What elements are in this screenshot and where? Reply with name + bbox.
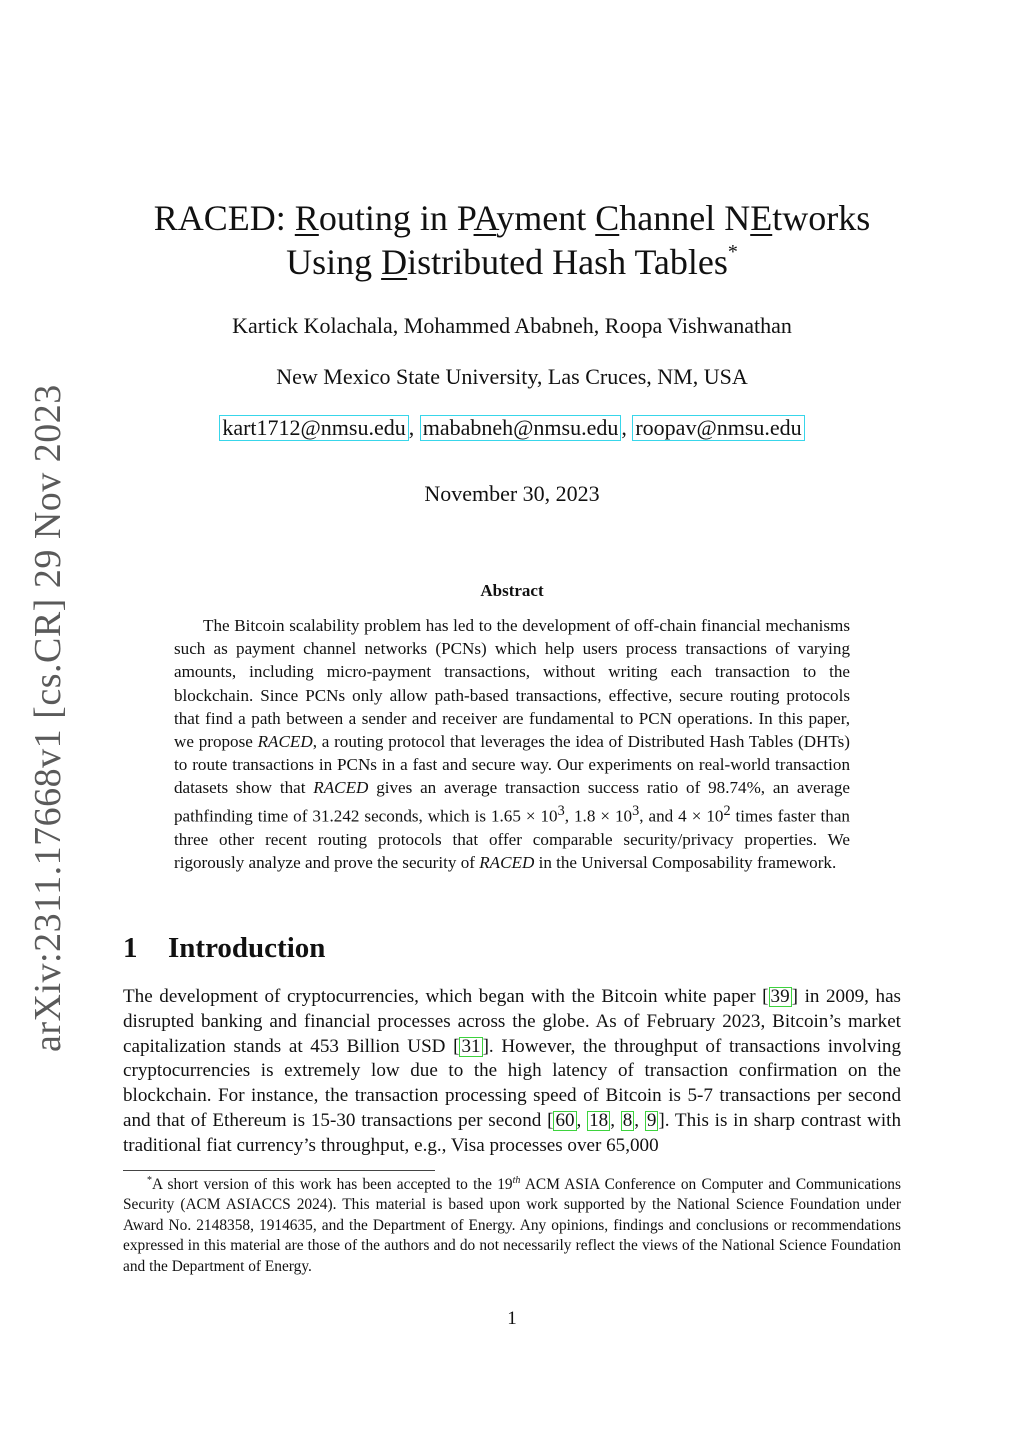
title-text-run: tworks (772, 198, 871, 238)
introduction-paragraph (123, 985, 901, 1159)
citation-link[interactable]: 8 (622, 1109, 633, 1131)
citation-link[interactable]: 18 (589, 1109, 609, 1131)
exponent: 3 (632, 802, 640, 819)
text-run: , (610, 1109, 621, 1131)
title-acronym-letter: C (595, 198, 620, 238)
text-run: gives an average transaction success ratio of 98.74%, an average pathfinding time of 31.242 seconds, which is 1.65 × 10 (174, 778, 850, 826)
citation-link[interactable]: 31 (461, 1035, 481, 1057)
text-run: The development of cryptocurrencies, which began with the Bitcoin white paper [ (123, 986, 769, 1007)
citation-link[interactable]: 39 (770, 986, 790, 1007)
arxiv-identifier: arXiv:2311.17668v1 [cs.CR] 29 Nov 2023 (27, 384, 69, 1052)
citation-link[interactable]: 60 (555, 1109, 575, 1131)
title-text-run: istributed Hash Tables (407, 242, 728, 282)
section-number: 1 (123, 932, 138, 964)
footnote-divider (123, 1170, 435, 1171)
exponent: 2 (723, 802, 731, 819)
title-footnote-mark: * (727, 241, 738, 263)
page-number: 1 (507, 1308, 517, 1329)
section-heading-introduction (123, 930, 325, 966)
email-link-ababneh[interactable]: mababneh@nmsu.edu (420, 415, 622, 441)
title-text-run: RACED: (153, 198, 295, 238)
exponent: 3 (557, 802, 565, 819)
title-text-run: outing in P (318, 198, 474, 238)
title-acronym-letter: E (750, 198, 773, 238)
text-run: , and 4 × 10 (639, 806, 724, 826)
footnote-text-rest: ACM ASIA Conference on Computer and Communications Security (ACM ASIACCS 2024). This material is based upon work supported by the National Science Foundation under Award No. 2148358, 1914635, and the Department of Energy. Any opinions, findings and conclusions or recommendations expressed in this material are those of the authors and do not necessarily reflect the views of the National Science Foundation and the Department of Energy. (123, 1176, 901, 1275)
email-link-kolachala[interactable]: kart1712@nmsu.edu (219, 415, 408, 441)
text-run: in the Universal Composability framework. (534, 852, 837, 872)
author-list: Kartick Kolachala, Mohammed Ababneh, Roopa Vishwanathan (232, 313, 792, 338)
paper-title (0, 196, 1024, 284)
text-run: , a routing protocol that leverages the idea of Distributed Hash Tables (DHTs) to route transactions in PCNs in a fast and secure way. Our experiments on real-world transaction datasets show that (174, 732, 850, 798)
title-acronym-letter: D (381, 242, 408, 282)
title-text-run: hannel N (619, 198, 751, 238)
footnote-mark: * (147, 1175, 152, 1186)
footnote-superscript: th (512, 1175, 521, 1186)
title-acronym-letter: A (473, 198, 497, 238)
footnote (123, 1175, 901, 1277)
text-run: times faster than three other recent routing protocols that offer comparable security/privacy properties. We rigorously analyze and prove the security of (174, 806, 850, 872)
title-acronym-letter: R (294, 198, 319, 238)
text-run: ]. However, the throughput of transactions involving cryptocurrencies is extremely low due to the high latency of transaction confirmation on the blockchain. For instance, the transaction processing speed of Bitcoin is 5-7 transactions per second and that of Ethereum is 15-30 transactions per second [ (123, 1035, 901, 1131)
protocol-name: RACED (257, 732, 313, 752)
title-text-run: Using (286, 242, 382, 282)
author-emails: kart1712@nmsu.edu , mababneh@nmsu.edu , roopav@nmsu.edu (0, 414, 1024, 442)
text-run: ] in 2009, has disrupted banking and financial processes across the globe. As of February 2023, Bitcoin’s market capitalization stands at 453 Billion USD [ (123, 986, 901, 1057)
text-run: ]. This is in sharp contrast with traditional fiat currency’s throughput, e.g., Visa processes over 65,000 (123, 1109, 902, 1156)
title-line-2 (0, 240, 1024, 284)
email-link-vishwanathan[interactable]: roopav@nmsu.edu (632, 415, 804, 441)
text-run: The Bitcoin scalability problem has led to the development of off-chain financial mechanisms such as payment channel networks (PCNs) which help users process transactions of varying amounts, including micro-payment transactions, without writing each transaction to the blockchain. Since PCNs only allow path-based transactions, effective, secure routing protocols that find a path between a sender and receiver are fundamental to PCN operations. In this paper, we propose (174, 616, 850, 752)
publication-date: November 30, 2023 (424, 481, 600, 506)
section-title: Introduction (168, 932, 326, 964)
protocol-name: RACED (479, 852, 535, 872)
text-run: , (634, 1109, 645, 1131)
citation-link[interactable]: 9 (646, 1109, 657, 1131)
text-run: , (576, 1109, 588, 1131)
abstract-heading: Abstract (480, 581, 544, 600)
protocol-name: RACED (313, 778, 369, 798)
footnote-text-start: A short version of this work has been accepted to the 19 (152, 1176, 513, 1193)
abstract-text (174, 614, 850, 874)
affiliation: New Mexico State University, Las Cruces, NM, USA (276, 364, 748, 389)
text-run: , 1.8 × 10 (564, 806, 633, 826)
title-line-1 (0, 196, 1024, 240)
title-text-run: yment (496, 198, 596, 238)
